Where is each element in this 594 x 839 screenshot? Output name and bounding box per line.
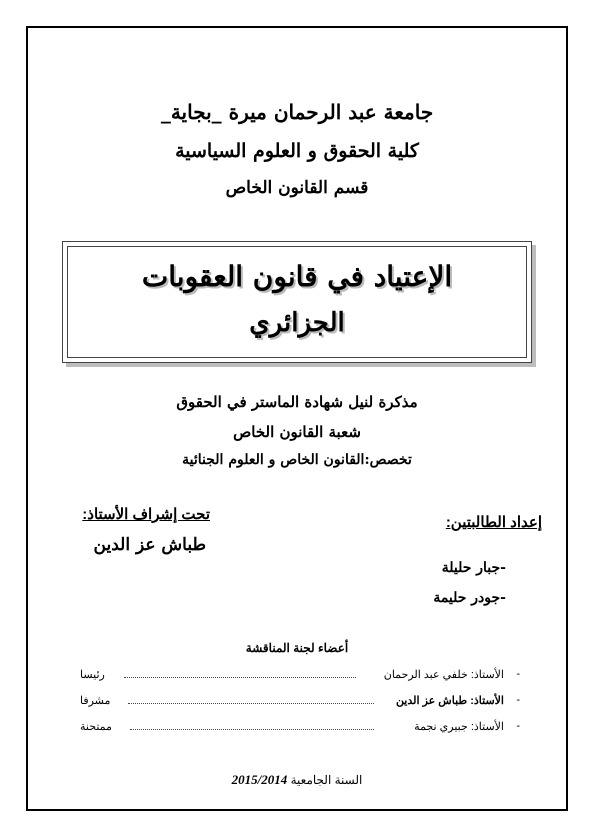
list-dash: - <box>516 720 520 732</box>
academic-year <box>0 772 594 788</box>
list-dash: - <box>516 668 520 680</box>
committee-member-row <box>80 720 520 736</box>
academic-year-label: السنة الجامعية <box>290 773 363 787</box>
faculty-name: كلية الحقوق و العلوم السياسية <box>175 140 419 162</box>
thesis-title-line-2: الجزائري <box>249 308 345 338</box>
member-name: الأستاذ: خلفي عبد الرحمان <box>383 669 504 681</box>
degree-line: مذكرة لنيل شهادة الماستر في الحقوق <box>176 393 418 411</box>
dotted-leader <box>128 703 374 704</box>
committee-title: أعضاء لجنة المناقشة <box>245 641 349 655</box>
supervisor-name: طباش عز الدين <box>93 535 206 555</box>
student-name-1: -جبار حليلة <box>441 560 506 576</box>
member-role: رئيسا <box>80 669 105 681</box>
university-name: جامعة عبد الرحمان ميرة _بجاية_ <box>160 100 434 124</box>
committee-member-row <box>80 668 520 684</box>
list-dash: - <box>516 694 520 706</box>
member-role: ممتحنة <box>80 721 112 733</box>
academic-year-value: 2015/2014 <box>231 772 288 787</box>
thesis-title-line-1: الإعتياد في قانون العقوبات <box>141 260 453 293</box>
dotted-leader <box>124 677 356 678</box>
member-role: مشرفا <box>80 695 111 707</box>
specialty-line: تخصص:القانون الخاص و العلوم الجنائية <box>182 452 412 468</box>
student-name-2: -جودر حليمة <box>433 590 506 606</box>
member-name: الأستاذ: طباش عز الدين <box>395 695 504 707</box>
department-name: قسم القانون الخاص <box>225 178 369 198</box>
committee-member-row <box>80 694 520 710</box>
title-box <box>62 241 532 363</box>
supervisor-label: تحت إشراف الأستاذ: <box>82 506 210 523</box>
students-label: إعداد الطالبتين: <box>445 514 542 531</box>
member-name: الأستاذ: جبيري نجمة <box>414 721 504 733</box>
branch-line: شعبة القانون الخاص <box>233 423 361 441</box>
dotted-leader <box>130 729 374 730</box>
